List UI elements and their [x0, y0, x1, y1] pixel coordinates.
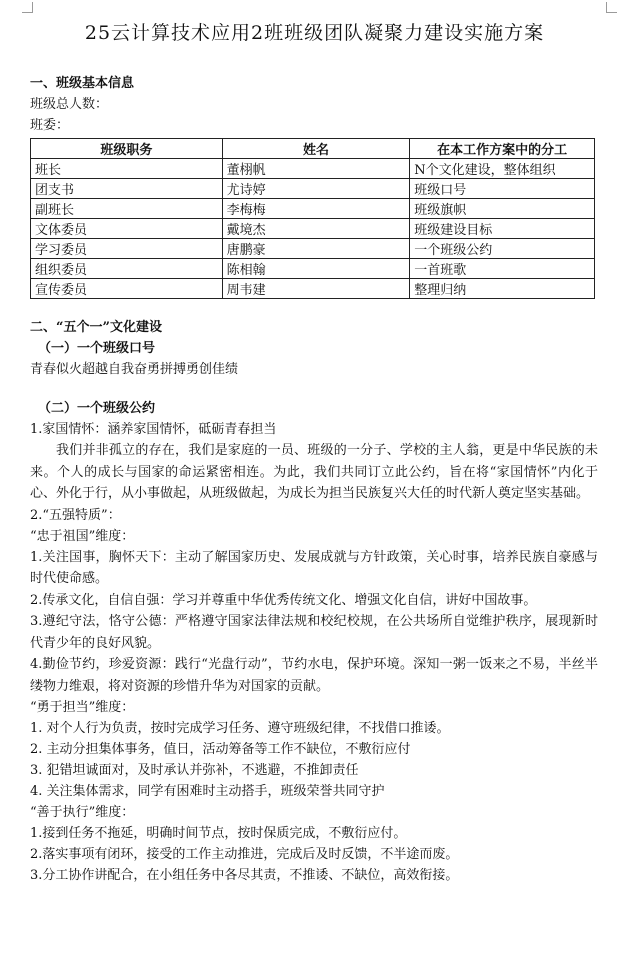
document-body: [30, 73, 598, 886]
table-row: [31, 219, 595, 239]
table-cell-duty: 一首班歌: [410, 259, 595, 279]
dimension-execution-heading: “善于执行”维度：: [30, 805, 135, 820]
table-row: [31, 259, 595, 279]
table-cell-name: 李梅梅: [222, 199, 410, 219]
table-cell-name: 唐鹏豪: [222, 239, 410, 259]
dimension-loyalty-item: 3.遵纪守法，恪守公德：严格遵守国家法律法规和校纪校规，在公共场所自觉维护秩序，展现新时代青少年的良好风貌。: [30, 614, 598, 651]
table-cell-duty: N个文化建设，整体组织: [410, 159, 595, 179]
convention-heading: （二）一个班级公约: [38, 401, 156, 416]
document-title: 25云计算技术应用2班班级团队凝聚力建设实施方案: [84, 22, 545, 44]
table-header-cell: 姓名: [222, 139, 410, 159]
table-cell-role: 学习委员: [31, 239, 223, 259]
dimension-responsibility-item: 1. 对个人行为负责，按时完成学习任务、遵守班级纪律，不找借口推诿。: [30, 721, 450, 736]
table-cell-role: 团支书: [31, 179, 223, 199]
dimension-responsibility-item: 3. 犯错坦诚面对，及时承认并弥补，不逃避，不推卸责任: [30, 763, 359, 778]
class-committee-label: 班委：: [30, 118, 70, 133]
table-cell-name: 陈相翰: [222, 259, 410, 279]
dimension-execution-item: 2.落实事项有闭环，接受的工作主动推进，完成后及时反馈，不半途而废。: [30, 847, 459, 862]
class-total-label: 班级总人数：: [30, 97, 109, 112]
table-cell-duty: 班级建设目标: [410, 219, 595, 239]
table-cell-duty: 班级口号: [410, 179, 595, 199]
convention-item-1-title: 1.家国情怀：涵养家国情怀，砥砺青春担当: [30, 422, 277, 437]
table-cell-role: 组织委员: [31, 259, 223, 279]
dimension-responsibility-heading: “勇于担当”维度：: [30, 700, 135, 715]
page-corner-mark-right: [606, 2, 617, 13]
table-cell-name: 董栩帆: [222, 159, 410, 179]
table-cell-duty: 整理归纳: [410, 279, 595, 299]
table-cell-name: 周韦建: [222, 279, 410, 299]
slogan-heading: （一）一个班级口号: [38, 341, 156, 356]
dimension-execution-item: 1.接到任务不拖延，明确时间节点，按时保质完成，不敷衍应付。: [30, 826, 407, 841]
section-1-heading: 一、班级基本信息: [30, 76, 135, 91]
table-cell-name: 戴境杰: [222, 219, 410, 239]
table-row: [31, 159, 595, 179]
slogan-text: 青春似火超越自我奋勇拼搏勇创佳绩: [30, 362, 239, 377]
dimension-loyalty-item: 2.传承文化，自信自强：学习并尊重中华优秀传统文化、增强文化自信，讲好中国故事。: [30, 592, 537, 608]
dimension-responsibility-item: 4. 关注集体需求，同学有困难时主动搭手，班级荣誉共同守护: [30, 784, 385, 799]
table-row: [31, 239, 595, 259]
dimension-loyalty-item: 4.勤俭节约，珍爱资源：践行“光盘行动”，节约水电，保护环境。深知一粥一饭来之不易，半丝半缕物力维艰，将对资源的珍惜升华为对国家的贡献。: [30, 657, 598, 694]
table-cell-role: 宣传委员: [31, 279, 223, 299]
table-header-cell: 班级职务: [31, 139, 223, 159]
table-row: [31, 199, 595, 219]
table-cell-duty: 一个班级公约: [410, 239, 595, 259]
table-row: [31, 279, 595, 299]
table-cell-name: 尤诗婷: [222, 179, 410, 199]
dimension-responsibility-item: 2. 主动分担集体事务，值日，活动筹备等工作不缺位，不敷衍应付: [30, 742, 411, 757]
table-header-cell: 在本工作方案中的分工: [410, 139, 595, 159]
table-cell-duty: 班级旗帜: [410, 199, 595, 219]
table-cell-role: 副班长: [31, 199, 223, 219]
dimension-loyalty-item: 1.关注国事，胸怀天下：主动了解国家历史、发展成就与方针政策，关心时事，培养民族自豪感与时代使命感。: [30, 549, 598, 586]
section-2-heading: 二、“五个一”文化建设: [30, 320, 162, 335]
dimension-execution-item: 3.分工协作讲配合，在小组任务中各尽其责，不推诿、不缺位，高效衔接。: [30, 868, 459, 883]
dimension-loyalty-heading: “忠于祖国”维度：: [30, 528, 135, 544]
table-row: [31, 179, 595, 199]
convention-item-1-paragraph: 我们并非孤立的存在，我们是家庭的一员、班级的一分子、学校的主人翁，更是中华民族的未来。个人的成长与国家的命运紧密相连。为此，我们共同订立此公约，旨在将“家国情怀”内化于心、外化于行，从小事做起，从班级做起，为成长为担当民族复兴大任的时代新人奠定坚实基础。: [30, 443, 598, 501]
convention-item-2-title: 2.“五强特质”：: [30, 507, 121, 523]
class-committee-table: [30, 138, 595, 299]
table-cell-role: 班长: [31, 159, 223, 179]
table-cell-role: 文体委员: [31, 219, 223, 239]
table-header-row: [31, 139, 595, 159]
page-corner-mark-left: [22, 2, 33, 13]
